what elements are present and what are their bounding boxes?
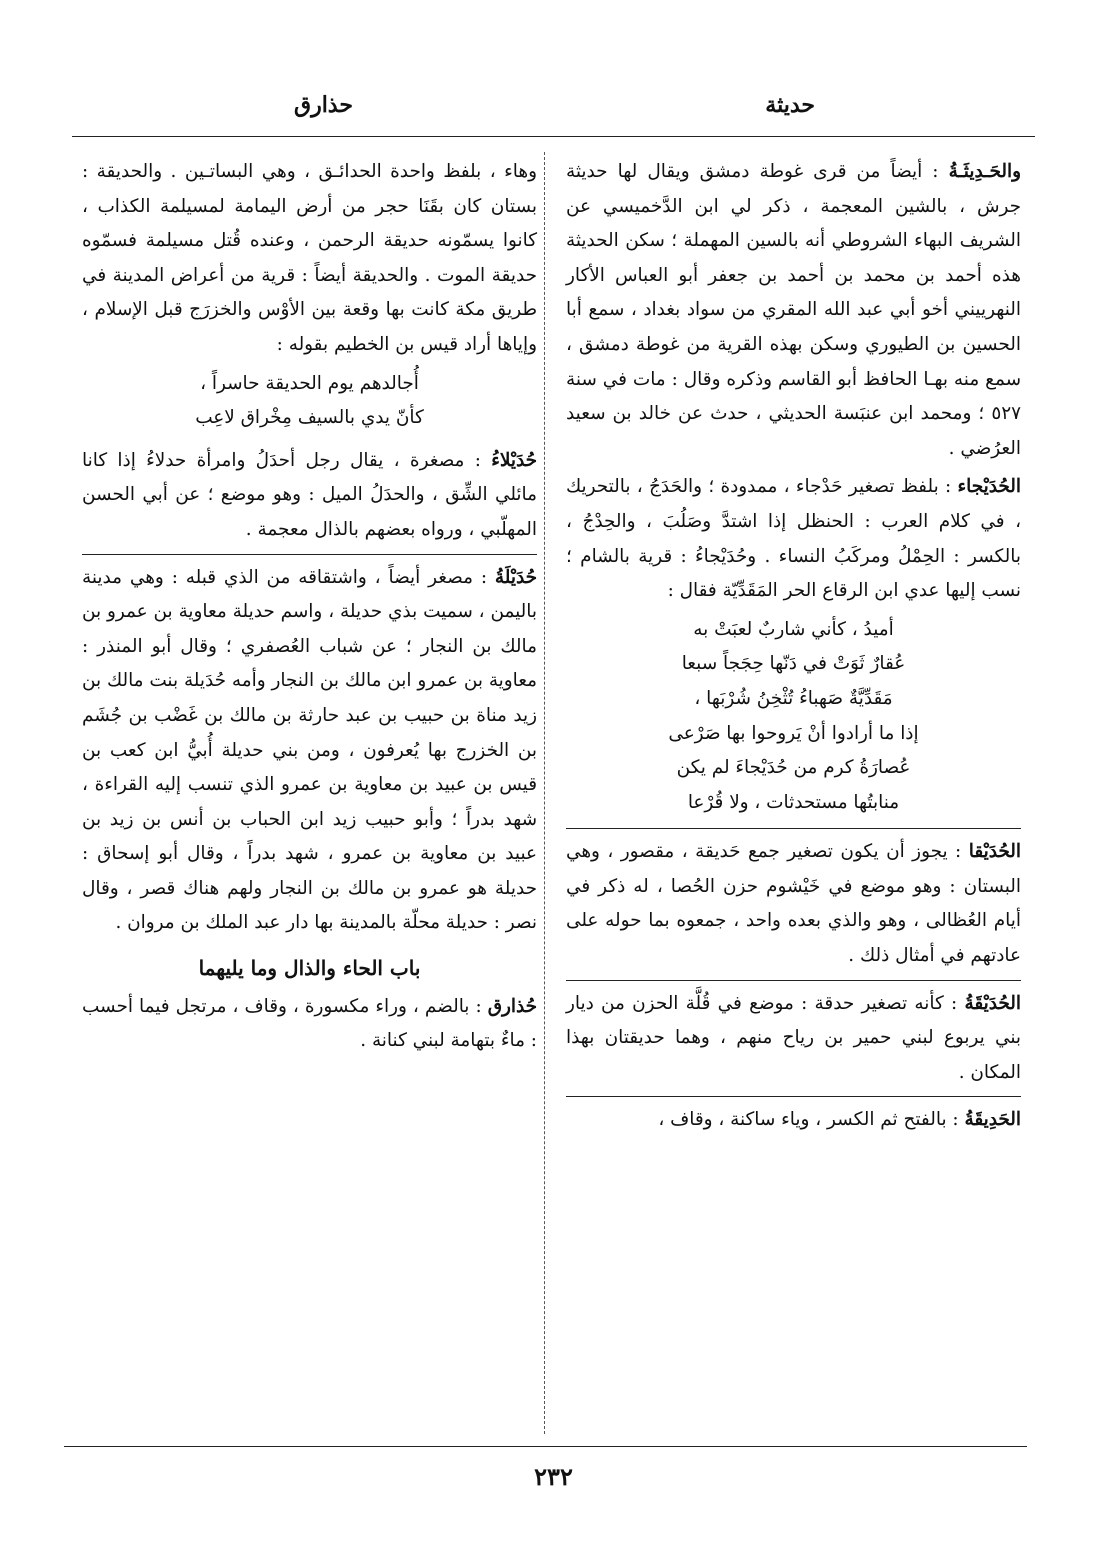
verse-line: إذا ما أرادوا أنْ يَروحوا بها صَرْعى bbox=[668, 722, 919, 744]
running-head-right: حديثة bbox=[765, 92, 815, 118]
page-number: ٢٣٢ bbox=[534, 1462, 573, 1491]
verse-line: أُجالدهم يوم الحديقة حاسراً ، bbox=[200, 372, 419, 394]
headword: حُذارق bbox=[487, 995, 537, 1017]
verse-line: منابتُها مستحدثات ، ولا قُرْعا bbox=[687, 791, 900, 813]
entry-hadiqah-continued bbox=[82, 155, 537, 436]
headword: الحُدَيْقَةُ bbox=[964, 992, 1021, 1014]
column-divider bbox=[544, 152, 545, 1434]
verse-line: أميدُ ، كأني شاربٌ لعبَتْ به bbox=[693, 618, 894, 640]
poem bbox=[566, 613, 1021, 821]
entry-hudhariq bbox=[82, 990, 537, 1059]
entry-text: : بالفتح ثم الكسر ، وياء ساكنة ، وقاف ، bbox=[658, 1109, 959, 1131]
entry-text: : أيضاً من قرى غوطة دمشق ويقال لها حديثة جرش ، بالشين المعجمة ، ذكر لي ابن الدَّخميسي عن الشريف البهاء الشروطي أنه بالسين المهملة ؛ سكن الحديثة هذه أحمد بن محمد بن أحمد بن جعفر أبو العباس الأكار النهرييني أخو أبي عبد الله المقري من سواد بغداد ، سمع أبا الحسين بن الطيوري وسكن بهذه القرية من غوطة دمشق ، سمع منه بهـا الحافظ أبو القاسم وذكره وقال : مات في سنة ٥٢٧ ؛ ومحمد ابن عنبَسة الحديثي ، حدث عن خالد بن سعيد العرُضي . bbox=[566, 161, 1021, 459]
entry-hadithah bbox=[566, 155, 1021, 466]
running-head-left: حذارق bbox=[294, 92, 353, 118]
entry-text: وهاء ، بلفظ واحدة الحدائـق ، وهي البساتـين . والحديقة : بستان كان بقَنَا حجر من أرض اليمامة لمسيلمة الكذاب ، كانوا يسمّونه حديقة الرحمن ، وعنده قُتل مسيلمة فسمّوه حديقة الموت . والحديقة أيضاً : قرية من أعراض المدينة في طريق مكة كانت بها وقعة بين الأوْس والخزرَج قبل الإسلام ، وإياها أراد قيس بن الخطيم بقوله : bbox=[82, 161, 537, 355]
verse-line: كأنّ يدي بالسيف مِخْراق لاعِب bbox=[195, 407, 424, 429]
entry-text: : يجوز أن يكون تصغير جمع حَديقة ، مقصور ، وهي البستان : وهو موضع في خَيْشوم حزن الحُصا ، له ذكر في أيام العُظالى ، وهو والذي بعده واحد ، جمعوه بما حوله على عادتهم في أمثال ذلك . bbox=[566, 841, 1021, 967]
verse-line: عُقارٌ ثَوَتْ في دَنّها حِجَجاً سبعا bbox=[681, 653, 906, 675]
entry-text: : بالضم ، وراء مكسورة ، وقاف ، مرتجل فيما أحسب : ماءٌ بتهامة لبني كنانة . bbox=[82, 995, 537, 1052]
right-column bbox=[566, 155, 1021, 1138]
poem bbox=[82, 367, 537, 436]
entry-hudaylaa bbox=[82, 444, 537, 548]
entry-hudayqah bbox=[566, 980, 1021, 1091]
headword: حُدَيْلاءُ bbox=[491, 449, 537, 471]
entry-text: : مصغر أيضاً ، واشتقاقه من الذي قبله : وهي مدينة باليمن ، سميت بذي حديلة ، واسم حديلة معاوية بن عمرو بن مالك بن النجار ؛ عن شباب العُصفري ؛ وقال أبو المنذر : معاوية بن عمرو ابن مالك بن النجار وأمه حُدَيلة بنت مالك بن زيد مناة بن حبيب بن عبد حارثة بن مالك بن غَضْب بن جُشَم بن الخزرج بها يُعرفون ، ومن بني حديلة أُبيُّ ابن كعب بن قيس بن عبيد بن معاوية بن عمرو الذي تنسب إليه القراءة ، شهد بدراً ؛ وأبو حبيب زيد ابن الحباب بن أنس بن زيد بن عبيد بن معاوية بن عمرو ، شهد بدراً ، وقال أبو إسحاق : حديلة هو عمرو بن مالك بن النجار ولهم هناك قصر ، وقال نصر : حديلة محلّة بالمدينة بها دار عبد الملك بن مروان . bbox=[82, 566, 537, 934]
entry-hudayqa bbox=[566, 828, 1021, 973]
header-rule bbox=[72, 136, 1035, 137]
entry-hadiqah bbox=[566, 1096, 1021, 1138]
entry-text: : بلفظ تصغير حَدْجاء ، ممدودة ؛ والحَدَجُ ، بالتحريك ، في كلام العرب : الحنظل إذا اشتدَّ وصَلُبَ ، والحِدْجُ ، بالكسر : الحِمْلُ ومركَبُ النساء . وحُدَيْجاءُ : قرية بالشام ؛ نسب إليها عدي ابن الرقاع الحر المَقَدِّيّة فقال : bbox=[566, 476, 1021, 602]
headword: والحَـدِيثَـةُ bbox=[948, 161, 1021, 182]
entry-text: : كأنه تصغير حدقة : موضع في قُلَّة الحزن من ديار بني يربوع لبني حمير بن رياح منهم ، وهما حديقتان بهذا المكان . bbox=[566, 992, 1021, 1083]
section-title: باب الحاء والذال وما يليهما bbox=[198, 956, 421, 981]
entry-text: : مصغرة ، يقال رجل أحدَلُ وامرأة حدلاءُ إذا كانا مائلي الشِّق ، والحدَلُ الميل : وهو موضع ؛ عن أبي الحسن المهلّبي ، ورواه بعضهم بالذال معجمة . bbox=[82, 449, 537, 540]
headword: حُدَيْلَةُ bbox=[494, 566, 537, 588]
headword: الحُدَيْجاء bbox=[957, 476, 1021, 498]
verse-line: مَقَدِّيَّةٌ صَهباءُ تُثْخِنُ شُرْبَها ، bbox=[694, 687, 893, 709]
left-column bbox=[82, 155, 537, 1059]
headword: الحُدَيْقا bbox=[968, 841, 1021, 863]
headword: الحَدِيقَةُ bbox=[964, 1109, 1021, 1131]
footer-rule bbox=[64, 1446, 1027, 1447]
entry-hudaylah bbox=[82, 554, 537, 942]
entry-hudayja bbox=[566, 470, 1021, 820]
verse-line: عُصارَةُ كرم من حُدَيْجاءَ لم يكن bbox=[676, 757, 911, 779]
